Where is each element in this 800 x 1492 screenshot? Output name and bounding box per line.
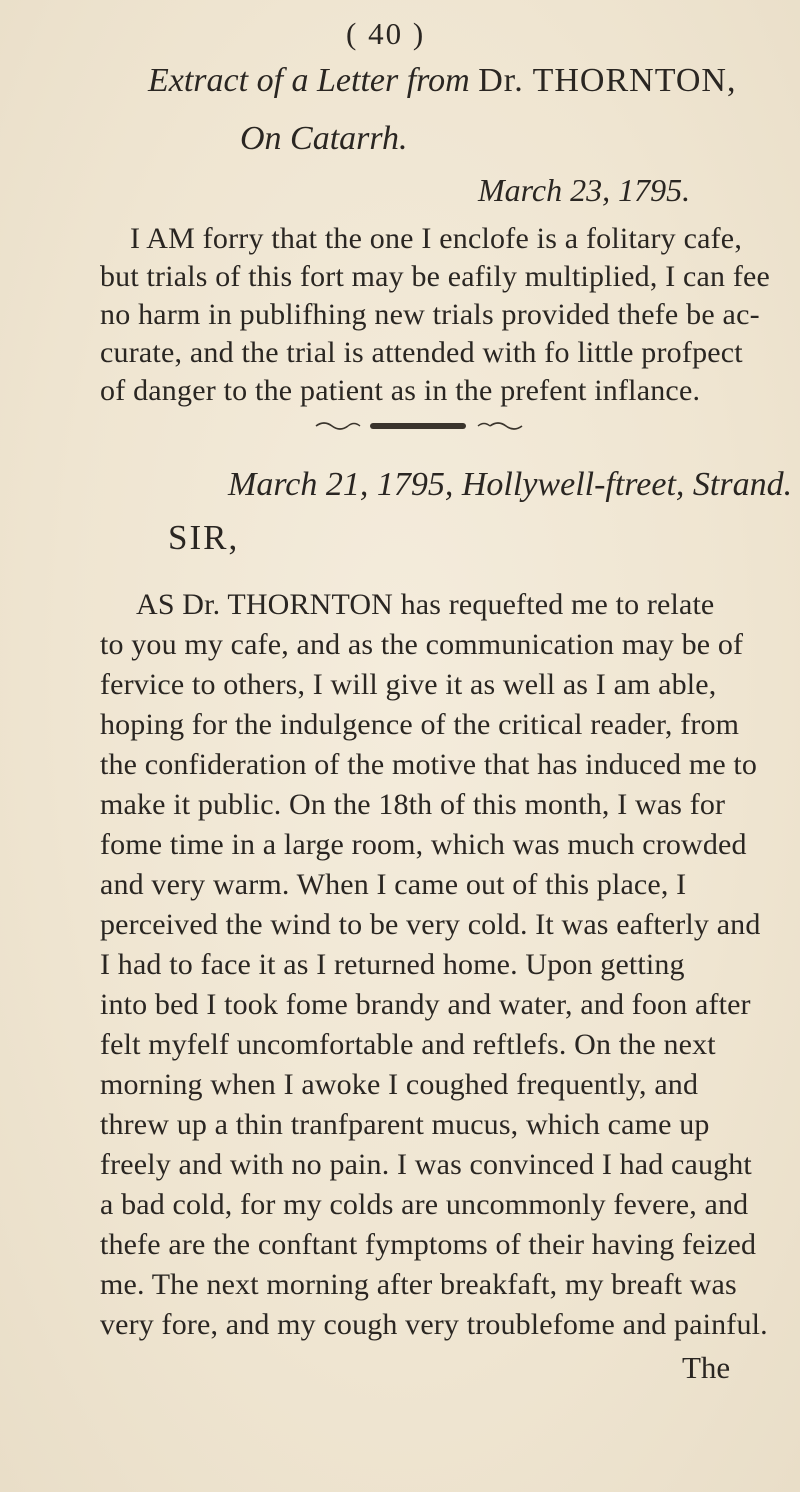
body-line: into bed I took fome brandy and water, and foon after (100, 988, 751, 1021)
body-line: felt myfelf uncomfortable and reftlefs. On the next (100, 1028, 716, 1061)
letter-dateline: March 21, 1795, Hollywell-ftreet, Strand. (228, 466, 793, 503)
body-line: the confideration of the motive that has induced me to (100, 748, 758, 781)
body-line: thefe are the conftant fymptoms of their having feized (100, 1228, 757, 1261)
body-line: me. The next morning after breakfaft, my breaft was (100, 1268, 737, 1301)
body-line: but trials of this fort may be eafily multiplied, I can fee (100, 260, 770, 293)
body-line: very fore, and my cough very troublefome and painful. (100, 1308, 768, 1341)
title-author-name: Dr. THORNTON, (478, 62, 737, 99)
body-line: and very warm. When I came out of this place, I (100, 868, 687, 901)
letter-date: March 23, 1795. (478, 172, 691, 208)
letter-title (148, 62, 736, 100)
catchword: The (682, 1350, 731, 1385)
body-line: I had to face it as I returned home. Upon getting (100, 948, 685, 981)
title-prefix: Extract of a Letter from (148, 62, 479, 99)
page-number: ( 40 ) (346, 16, 426, 51)
body-line: a bad cold, for my colds are uncommonly fevere, and (100, 1188, 749, 1221)
body-line: of danger to the patient as in the prefent inflance. (100, 374, 701, 407)
body-line: to you my cafe, and as the communication may be of (100, 628, 744, 661)
body-line: hoping for the indulgence of the critical reader, from (100, 708, 740, 741)
body-line: morning when I awoke I coughed frequently, and (100, 1068, 699, 1101)
body-line: fome time in a large room, which was much crowded (100, 828, 747, 861)
body-line: fervice to others, I will give it as well as I am able, (100, 668, 717, 701)
body-line: AS Dr. THORNTON has requefted me to relate (136, 588, 715, 621)
body-line: threw up a thin tranfparent mucus, which came up (100, 1108, 710, 1141)
body-line: curate, and the trial is attended with fo little profpect (100, 336, 743, 369)
body-line: make it public. On the 18th of this month, I was for (100, 788, 726, 821)
body-line: perceived the wind to be very cold. It was eafterly and (100, 908, 761, 941)
ornamental-rule (312, 418, 528, 434)
salutation: SIR, (168, 518, 240, 557)
body-line: no harm in publifhing new trials provided thefe be ac- (100, 298, 760, 331)
body-line: freely and with no pain. I was convinced I had caught (100, 1148, 752, 1181)
letter-subtitle: On Catarrh. (240, 120, 408, 157)
body-line: I AM forry that the one I enclofe is a folitary cafe, (130, 222, 743, 255)
